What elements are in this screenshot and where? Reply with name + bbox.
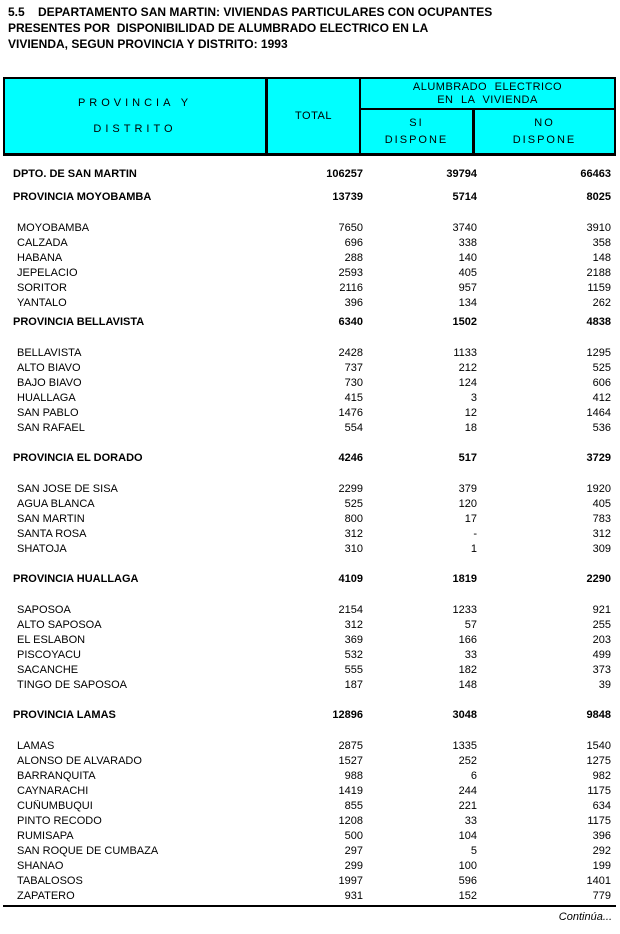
row-label: SAN PABLO	[17, 406, 79, 419]
row-total-value: 737	[344, 361, 363, 374]
table-row	[3, 209, 617, 220]
table-row	[3, 632, 617, 647]
row-no-dispone-value: 779	[592, 889, 611, 902]
row-si-dispone-value: 100	[458, 859, 477, 872]
row-si-dispone-value	[363, 470, 477, 481]
row-si-dispone-value: 33	[464, 648, 477, 661]
row-total-value: 106257	[326, 168, 363, 180]
row-total-value: 2299	[338, 482, 363, 495]
title-line-3: VIVIENDA, SEGUN PROVINCIA Y DISTRITO: 1993	[8, 37, 288, 51]
row-label: ZAPATERO	[17, 889, 75, 902]
row-si-dispone-value: 104	[458, 829, 477, 842]
row-si-dispone-value: 338	[458, 236, 477, 249]
title-line-2: PRESENTES POR DISPONIBILIDAD DE ALUMBRADO ELECTRICO EN LA	[8, 21, 429, 35]
table-header	[3, 77, 616, 156]
row-total-value: 396	[344, 296, 363, 309]
row-label: SAN ROQUE DE CUMBAZA	[17, 844, 159, 857]
alumbrado-subheaders	[361, 110, 614, 153]
row-si-dispone-value: 1233	[452, 603, 477, 616]
row-no-dispone-value: 199	[592, 859, 611, 872]
row-si-dispone-value: 596	[458, 874, 477, 887]
table-row	[3, 873, 617, 888]
row-no-dispone-value: 1464	[586, 406, 611, 419]
row-no-dispone-value	[477, 591, 613, 602]
row-no-dispone-value: 982	[592, 769, 611, 782]
row-total-value	[263, 727, 363, 738]
row-si-dispone-value: 182	[458, 663, 477, 676]
row-label: PROVINCIA EL DORADO	[13, 452, 143, 464]
table-row	[3, 435, 617, 446]
table-row	[3, 481, 617, 496]
table-row	[3, 843, 617, 858]
row-label	[3, 435, 263, 446]
row-label	[3, 470, 263, 481]
row-total-value: 696	[344, 236, 363, 249]
row-label: SORITOR	[17, 281, 67, 294]
row-si-dispone-value	[363, 209, 477, 220]
row-label: SANTA ROSA	[17, 527, 87, 540]
row-si-dispone-value	[363, 556, 477, 567]
row-total-value: 297	[344, 844, 363, 857]
row-label: SAN JOSE DE SISA	[17, 482, 118, 495]
row-label	[3, 727, 263, 738]
row-no-dispone-value: 1401	[586, 874, 611, 887]
total-header-label: TOTAL	[295, 110, 332, 122]
row-no-dispone-value: 1540	[586, 739, 611, 752]
row-no-dispone-value: 921	[592, 603, 611, 616]
row-no-dispone-value: 66463	[580, 168, 611, 180]
row-label: SHATOJA	[17, 542, 67, 555]
row-label: CUÑUMBUQUI	[17, 799, 93, 812]
row-label: SAPOSOA	[17, 603, 71, 616]
row-no-dispone-value: 262	[592, 296, 611, 309]
row-si-dispone-value: 17	[464, 512, 477, 525]
row-si-dispone-value: 517	[458, 452, 477, 464]
row-label	[3, 556, 263, 567]
table-row	[3, 360, 617, 375]
table-row	[3, 783, 617, 798]
row-si-dispone-value: 244	[458, 784, 477, 797]
row-si-dispone-value: 12	[464, 406, 477, 419]
row-label: RUMISAPA	[17, 829, 74, 842]
distrito-header-label: DISTRITO	[93, 123, 177, 135]
row-si-dispone-value: 148	[458, 678, 477, 691]
row-total-value: 2116	[339, 281, 363, 294]
no-dispone-header-cell	[475, 110, 614, 153]
row-total-value: 369	[344, 633, 363, 646]
table-row	[3, 405, 617, 420]
row-no-dispone-value	[477, 692, 613, 703]
row-no-dispone-value	[477, 727, 613, 738]
table-row	[3, 375, 617, 390]
row-total-value: 299	[344, 859, 363, 872]
row-total-value: 554	[344, 421, 363, 434]
row-total-value	[263, 692, 363, 703]
row-label: DPTO. DE SAN MARTIN	[13, 168, 137, 180]
row-label: HABANA	[17, 251, 63, 264]
row-no-dispone-value: 4838	[586, 316, 611, 328]
row-si-dispone-value: 379	[458, 482, 477, 495]
table-row	[3, 470, 617, 481]
table-row	[3, 677, 617, 692]
row-label	[3, 591, 263, 602]
table-row	[3, 265, 617, 280]
row-no-dispone-value: 2188	[586, 266, 611, 279]
row-label: ALONSO DE ALVARADO	[17, 754, 142, 767]
row-no-dispone-value: 783	[592, 512, 611, 525]
row-si-dispone-value	[363, 727, 477, 738]
row-total-value: 6340	[338, 316, 363, 328]
row-total-value	[263, 591, 363, 602]
row-total-value: 1476	[338, 406, 363, 419]
row-no-dispone-value: 203	[592, 633, 611, 646]
row-label: CALZADA	[17, 236, 68, 249]
row-si-dispone-value: 1819	[452, 573, 477, 585]
row-total-value: 4246	[338, 452, 363, 464]
alumbrado-title-line-1: ALUMBRADO ELECTRICO	[412, 80, 563, 93]
row-no-dispone-value: 536	[592, 421, 611, 434]
row-si-dispone-value: 1335	[452, 739, 477, 752]
row-no-dispone-value: 1175	[587, 814, 611, 827]
row-total-value: 730	[344, 376, 363, 389]
row-si-dispone-value: 5	[470, 844, 477, 857]
table-row	[3, 390, 617, 405]
row-no-dispone-value: 525	[592, 361, 611, 374]
row-total-value: 312	[344, 527, 363, 540]
row-si-dispone-value: 3048	[452, 709, 477, 721]
table-row	[3, 235, 617, 250]
provincia-header-label: PROVINCIA Y	[77, 97, 193, 109]
row-label: SAN MARTIN	[17, 512, 85, 525]
row-si-dispone-value: 134	[458, 296, 477, 309]
row-total-value: 7650	[338, 221, 363, 234]
si-dispone-header-cell	[361, 110, 475, 153]
table-row	[3, 496, 617, 511]
row-si-dispone-value: 5714	[452, 191, 477, 203]
row-si-dispone-value: 3	[470, 391, 477, 404]
row-total-value: 312	[344, 618, 363, 631]
row-total-value: 2154	[338, 603, 363, 616]
row-no-dispone-value: 255	[592, 618, 611, 631]
row-no-dispone-value: 148	[592, 251, 611, 264]
table-row	[3, 662, 617, 677]
row-total-value: 288	[344, 251, 363, 264]
row-label	[3, 334, 263, 345]
table-row	[3, 556, 617, 567]
row-no-dispone-value	[477, 470, 613, 481]
row-total-value: 12896	[332, 709, 363, 721]
row-total-value: 500	[344, 829, 363, 842]
row-no-dispone-value: 396	[592, 829, 611, 842]
row-si-dispone-value: 252	[458, 754, 477, 767]
table-row	[3, 541, 617, 556]
row-si-dispone-value: 6	[470, 769, 477, 782]
row-label: BELLAVISTA	[17, 346, 82, 359]
table-row	[3, 647, 617, 662]
row-no-dispone-value: 3910	[586, 221, 611, 234]
row-total-value: 525	[344, 497, 363, 510]
table-row	[3, 511, 617, 526]
row-total-value: 13739	[332, 191, 363, 203]
row-label: CAYNARACHI	[17, 784, 89, 797]
table-body	[3, 163, 617, 903]
row-label: EL ESLABON	[17, 633, 86, 646]
row-total-value	[263, 435, 363, 446]
row-si-dispone-value: 57	[464, 618, 477, 631]
table-row	[3, 591, 617, 602]
row-label: MOYOBAMBA	[17, 221, 90, 234]
row-label: LAMAS	[17, 739, 55, 752]
row-si-dispone-value: 39794	[446, 168, 477, 180]
row-label: SACANCHE	[17, 663, 79, 676]
row-label: PROVINCIA MOYOBAMBA	[13, 191, 152, 203]
row-label: PROVINCIA HUALLAGA	[13, 573, 139, 585]
row-si-dispone-value: 1	[470, 542, 477, 555]
table-row	[3, 617, 617, 632]
row-total-value: 2593	[338, 266, 363, 279]
table-row	[3, 703, 617, 727]
row-no-dispone-value: 3729	[586, 452, 611, 464]
row-si-dispone-value: 957	[458, 281, 477, 294]
row-total-value: 187	[344, 678, 363, 691]
row-no-dispone-value: 1275	[586, 754, 611, 767]
row-total-value	[263, 556, 363, 567]
row-no-dispone-value	[477, 209, 613, 220]
table-row	[3, 295, 617, 310]
row-si-dispone-value: 212	[458, 361, 477, 374]
row-label: PINTO RECODO	[17, 814, 102, 827]
row-label: ALTO SAPOSOA	[17, 618, 102, 631]
row-no-dispone-value: 405	[592, 497, 611, 510]
table-row	[3, 420, 617, 435]
si-dispone-label: DISPONE	[384, 133, 449, 146]
table-row	[3, 692, 617, 703]
row-si-dispone-value	[363, 435, 477, 446]
row-label: PROVINCIA BELLAVISTA	[13, 316, 145, 328]
row-no-dispone-value: 634	[592, 799, 611, 812]
row-si-dispone-value: 33	[464, 814, 477, 827]
row-label	[3, 209, 263, 220]
row-no-dispone-value: 606	[592, 376, 611, 389]
row-total-value: 4109	[338, 573, 363, 585]
row-si-dispone-value: 405	[458, 266, 477, 279]
table-row	[3, 813, 617, 828]
no-dispone-label: DISPONE	[512, 133, 577, 146]
row-no-dispone-value: 309	[592, 542, 611, 555]
row-no-dispone-value	[477, 435, 613, 446]
row-no-dispone-value: 292	[592, 844, 611, 857]
row-no-dispone-value: 412	[592, 391, 611, 404]
row-no-dispone-value: 499	[592, 648, 611, 661]
row-si-dispone-value: 166	[458, 633, 477, 646]
row-si-dispone-value: 140	[458, 251, 477, 264]
table-row	[3, 567, 617, 591]
row-label: JEPELACIO	[17, 266, 78, 279]
row-no-dispone-value: 1175	[587, 784, 611, 797]
title-line-1: 5.5 DEPARTAMENTO SAN MARTIN: VIVIENDAS PARTICULARES CON OCUPANTES	[8, 5, 493, 19]
row-total-value: 415	[344, 391, 363, 404]
row-si-dispone-value	[363, 591, 477, 602]
row-no-dispone-value: 1295	[586, 346, 611, 359]
row-total-value: 555	[344, 663, 363, 676]
table-row	[3, 768, 617, 783]
table-row	[3, 858, 617, 873]
row-si-dispone-value: 18	[464, 421, 477, 434]
row-total-value	[263, 334, 363, 345]
row-label: PROVINCIA LAMAS	[13, 709, 116, 721]
row-si-dispone-value: 124	[458, 376, 477, 389]
table-row	[3, 888, 617, 903]
row-label: PISCOYACU	[17, 648, 81, 661]
table-row	[3, 250, 617, 265]
row-total-value: 988	[344, 769, 363, 782]
row-no-dispone-value: 8025	[586, 191, 611, 203]
table-row	[3, 753, 617, 768]
table-row	[3, 345, 617, 360]
row-no-dispone-value: 39	[598, 678, 611, 691]
row-si-dispone-value: 120	[458, 497, 477, 510]
row-total-value: 1208	[338, 814, 363, 827]
row-si-dispone-value	[363, 334, 477, 345]
row-total-value: 931	[344, 889, 363, 902]
table-row	[3, 798, 617, 813]
row-label: HUALLAGA	[17, 391, 76, 404]
table-row	[3, 334, 617, 345]
row-no-dispone-value: 9848	[586, 709, 611, 721]
row-no-dispone-value: 312	[592, 527, 611, 540]
row-label	[3, 692, 263, 703]
row-no-dispone-value	[477, 556, 613, 567]
row-total-value: 310	[344, 542, 363, 555]
row-total-value: 1527	[338, 754, 363, 767]
row-total-value: 2875	[338, 739, 363, 752]
row-si-dispone-value	[363, 692, 477, 703]
table-row	[3, 310, 617, 334]
table-row	[3, 828, 617, 843]
row-label: AGUA BLANCA	[17, 497, 95, 510]
row-label: TABALOSOS	[17, 874, 83, 887]
row-label: YANTALO	[17, 296, 67, 309]
row-total-value: 800	[344, 512, 363, 525]
row-total-value	[263, 470, 363, 481]
table-row	[3, 220, 617, 235]
table-row	[3, 446, 617, 470]
si-label: SI	[409, 116, 424, 129]
continuation-note: Continúa...	[558, 911, 612, 923]
table-row	[3, 185, 617, 209]
row-total-value: 1419	[338, 784, 363, 797]
row-no-dispone-value: 1159	[587, 281, 611, 294]
row-no-dispone-value	[477, 334, 613, 345]
provincia-distrito-header-cell	[5, 79, 268, 153]
alumbrado-title-line-2: EN LA VIVIENDA	[437, 93, 538, 106]
row-no-dispone-value: 358	[592, 236, 611, 249]
alumbrado-group-title	[361, 79, 614, 110]
row-label: SAN RAFAEL	[17, 421, 85, 434]
row-si-dispone-value: 152	[458, 889, 477, 902]
table-row	[3, 526, 617, 541]
row-label: ALTO BIAVO	[17, 361, 81, 374]
table-row	[3, 163, 617, 185]
total-header-cell	[268, 79, 361, 153]
table-row	[3, 727, 617, 738]
row-si-dispone-value: 1133	[453, 346, 477, 359]
row-total-value: 1997	[338, 874, 363, 887]
table-row	[3, 738, 617, 753]
no-label: NO	[534, 116, 555, 129]
row-si-dispone-value: 1502	[452, 316, 477, 328]
row-label: BAJO BIAVO	[17, 376, 82, 389]
row-si-dispone-value: -	[473, 527, 477, 540]
row-no-dispone-value: 373	[592, 663, 611, 676]
row-total-value: 2428	[338, 346, 363, 359]
table-row	[3, 280, 617, 295]
row-total-value: 855	[344, 799, 363, 812]
row-si-dispone-value: 3740	[452, 221, 477, 234]
row-label: SHANAO	[17, 859, 64, 872]
table-bottom-rule	[3, 905, 616, 907]
row-total-value	[263, 209, 363, 220]
row-no-dispone-value: 1920	[586, 482, 611, 495]
row-label: BARRANQUITA	[17, 769, 96, 782]
alumbrado-group-header	[361, 79, 614, 153]
row-total-value: 532	[344, 648, 363, 661]
page-title	[8, 4, 492, 52]
row-label: TINGO DE SAPOSOA	[17, 678, 128, 691]
row-si-dispone-value: 221	[458, 799, 477, 812]
row-no-dispone-value: 2290	[586, 573, 611, 585]
table-row	[3, 602, 617, 617]
